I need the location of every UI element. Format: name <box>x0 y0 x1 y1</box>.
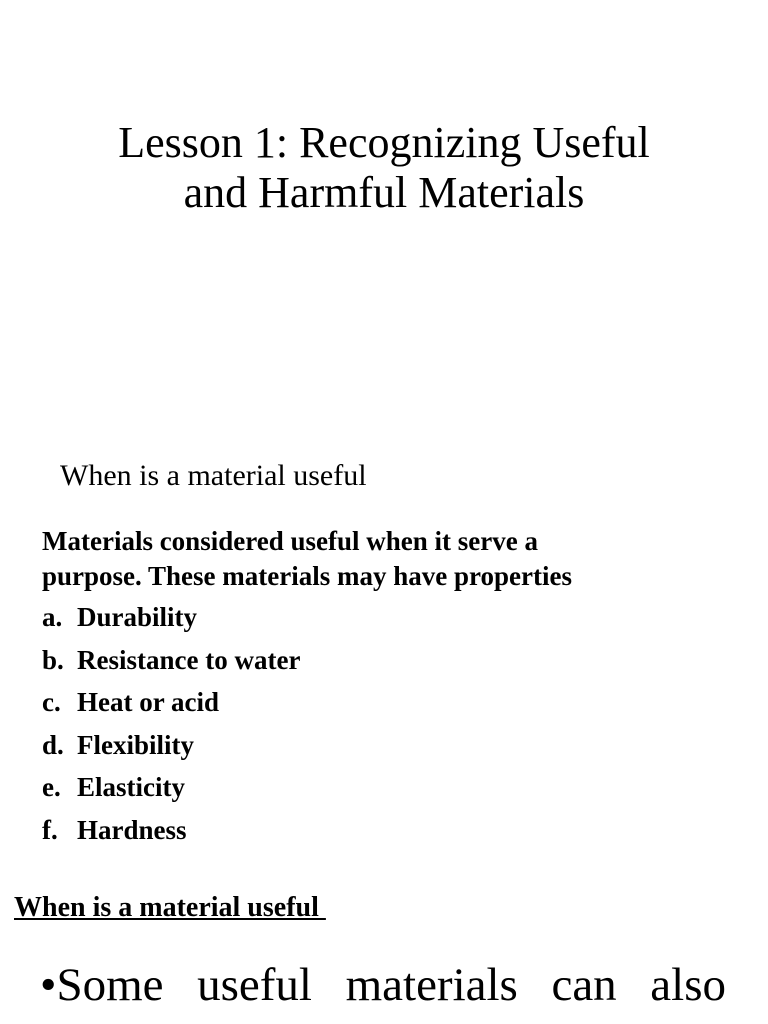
list-item-label: Heat or acid <box>77 687 219 717</box>
list-marker: a. <box>42 602 63 632</box>
list-item <box>42 683 300 726</box>
list-item <box>42 726 300 769</box>
intro-paragraph <box>42 524 742 594</box>
list-item <box>42 598 300 641</box>
section-heading: When is a material useful <box>14 892 326 923</box>
intro-line-1: Materials considered useful when it serve a <box>42 526 538 556</box>
intro-line-2: purpose. These materials may have properties <box>42 561 572 591</box>
list-item-label: Elasticity <box>77 772 185 802</box>
bullet-paragraph: •Some useful materials can also <box>40 959 726 1011</box>
lesson-title-line-1: Lesson 1: Recognizing Useful <box>118 118 650 167</box>
list-item-label: Resistance to water <box>77 644 301 675</box>
list-marker: c. <box>42 687 61 717</box>
list-item <box>42 641 300 684</box>
subheading: When is a material useful <box>60 459 367 492</box>
list-marker: f. <box>42 814 58 845</box>
list-marker: d. <box>42 729 64 760</box>
list-item-label: Flexibility <box>77 729 194 760</box>
list-marker: b. <box>42 644 64 675</box>
list-item-label: Hardness <box>77 814 187 845</box>
lesson-title-line-2: and Harmful Materials <box>183 168 585 217</box>
list-item <box>42 811 300 854</box>
properties-list <box>42 598 300 853</box>
list-item-label: Durability <box>77 602 198 632</box>
list-item <box>42 768 300 811</box>
lesson-title <box>0 118 768 218</box>
list-marker: e. <box>42 772 61 802</box>
